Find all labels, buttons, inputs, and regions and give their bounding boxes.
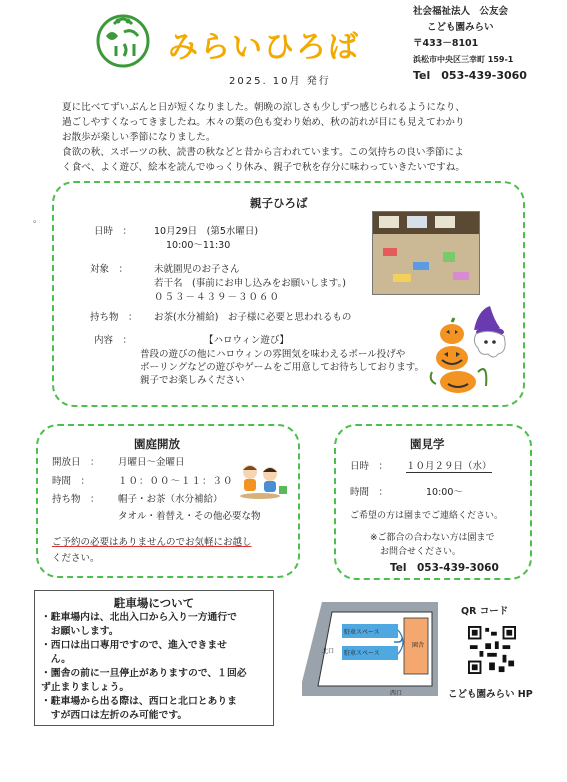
parking-line: ・駐車場内は、北出入口から入り一方通行で [41,612,237,623]
homepage-label: こども園みらい HP [448,689,533,700]
intro-text [62,100,522,175]
visit-tel: Tel 053-439-3060 [390,562,499,574]
newsletter-title: みらいひろば [168,30,360,65]
garden-bring-value2: タオル・着替え・その他必要な物 [118,511,261,522]
parking-line: ・西口は出口専用ですので、進入できませ [41,640,227,651]
garden-days-label: 開放日 ： [52,457,100,468]
oyako-target-value: 未就園児のお子さん [154,264,240,275]
parking-line: ・駐車場から出る際は、西口と北口とありま [41,696,237,707]
classroom-photo-image [373,212,479,294]
visit-time-value: 10:00～ [426,487,463,498]
oyako-content-line: 普段の遊びの他にハロウィンの雰囲気を味わえるボール投げや [140,349,406,360]
intro-line: お散歩が楽しい季節になりました。 [62,132,216,143]
garden-bring-value: 帽子・お茶（水分補給） [118,494,223,505]
address: 浜松市中央区三幸町 159-1 [413,55,514,64]
parking-line: すが西口は左折のみ可能です。 [41,710,188,721]
oyako-date-label: 日時 ： [94,226,133,237]
issue-date: 2025. 10月 発行 [229,76,331,87]
garden-time-value: １０：００～１１：３０ [118,476,234,487]
intro-line: く食べ、よく遊び、絵本を読んでゆっくり休み、親子で秋を存分に味わっていきたいですね。 [62,162,465,173]
school-name: こども園みらい [427,22,494,33]
visit-note1: ご希望の方は園までご連絡ください。 [350,511,504,521]
visit-time-label: 時間 ： [350,487,389,498]
garden-title: 園庭開放 [134,437,180,451]
map-north-gate: 北口 [322,648,335,655]
parking-title: 駐車場について [113,596,195,610]
intro-line: 過ごしやすくなってきましたね。木々の葉の色も変わり始め、秋の訪れが目にも見えてわかり [62,117,465,128]
visit-date-label: 日時 ： [350,461,389,472]
qr-label: QR コード [461,606,509,617]
garden-time-label: 時間 ： [52,476,91,487]
oyako-content-line: ボーリングなどの遊びやゲームをご用意してお待ちしております。 [140,362,425,373]
garden-bring-label: 持ち物 ： [52,494,100,505]
org-name: 社会福祉法人 公友会 [413,6,509,17]
oyako-date-value: 10月29日 (第5水曜日) [154,226,259,237]
visit-note2-line2: お問合せください。 [380,547,462,557]
map-parking-space1: 駐車スペース [344,629,380,636]
garden-open-section [36,424,300,578]
parking-line: ・園舎の前に一旦停止がありますので、１回必 [41,668,247,679]
qr-code-icon[interactable] [468,626,516,674]
classroom-photo [372,211,480,295]
header-tel: Tel 053-439-3060 [413,69,527,82]
oyako-time-value: 10:00～11:30 [166,240,231,251]
oyako-target-tel: ０５３－４３９－３０６０ [154,292,281,303]
oyako-title: 親子ひろば [250,196,308,210]
intro-line: 食欲の秋、スポーツの秋、読書の秋などと昔から言われています。この気持ちの良い季節によ [62,147,464,158]
map-parking-space2: 駐車スペース [344,650,380,657]
garden-days-value: 月曜日～金曜日 [118,457,185,468]
garden-note-line1: ご予約の必要はありませんのでお気軽にお越し [52,537,252,548]
oyako-content-label: 内容 ： [94,335,133,346]
oyako-bring-value: お茶(水分補給) お子様に必要と思われるもの [154,312,352,323]
map-west-gate: 西口 [390,690,403,697]
school-logo-icon [94,10,152,68]
intro-line: 夏に比べてずいぶんと日が短くなりました。朝晩の涼しさも少しずつ感じられるようになり、 [62,102,465,113]
map-school-building: 園舎 [412,642,425,649]
parking-line: お願いします。 [41,626,119,637]
children-playing-icon [236,460,288,500]
organization-info [413,4,527,84]
parking-notice [34,590,274,726]
postal-code: 〒433－8101 [413,38,479,49]
stray-mark: 。 [33,215,43,225]
parking-line: ん。 [41,654,71,665]
visit-title: 園見学 [410,437,445,451]
oyako-target-label: 対象 ： [90,264,129,275]
garden-note-line2: ください。 [52,553,100,564]
parking-line: ず止まりましょう。 [41,682,130,693]
oyako-target-note: 若干名 (事前にお申し込みをお願いします。) [154,278,346,289]
visit-date-value: １０月２９日（水） [406,458,492,473]
halloween-pumpkin-ghost-icon [428,302,512,394]
oyako-bring-label: 持ち物 ： [90,312,138,323]
visit-note2-line1: ※ご都合の合わない方は園まで [370,533,495,543]
school-visit-section [334,424,532,580]
oyako-content-line: 親子でお楽しみください [140,375,245,386]
oyako-content-title: 【ハロウィン遊び】 [204,335,289,346]
